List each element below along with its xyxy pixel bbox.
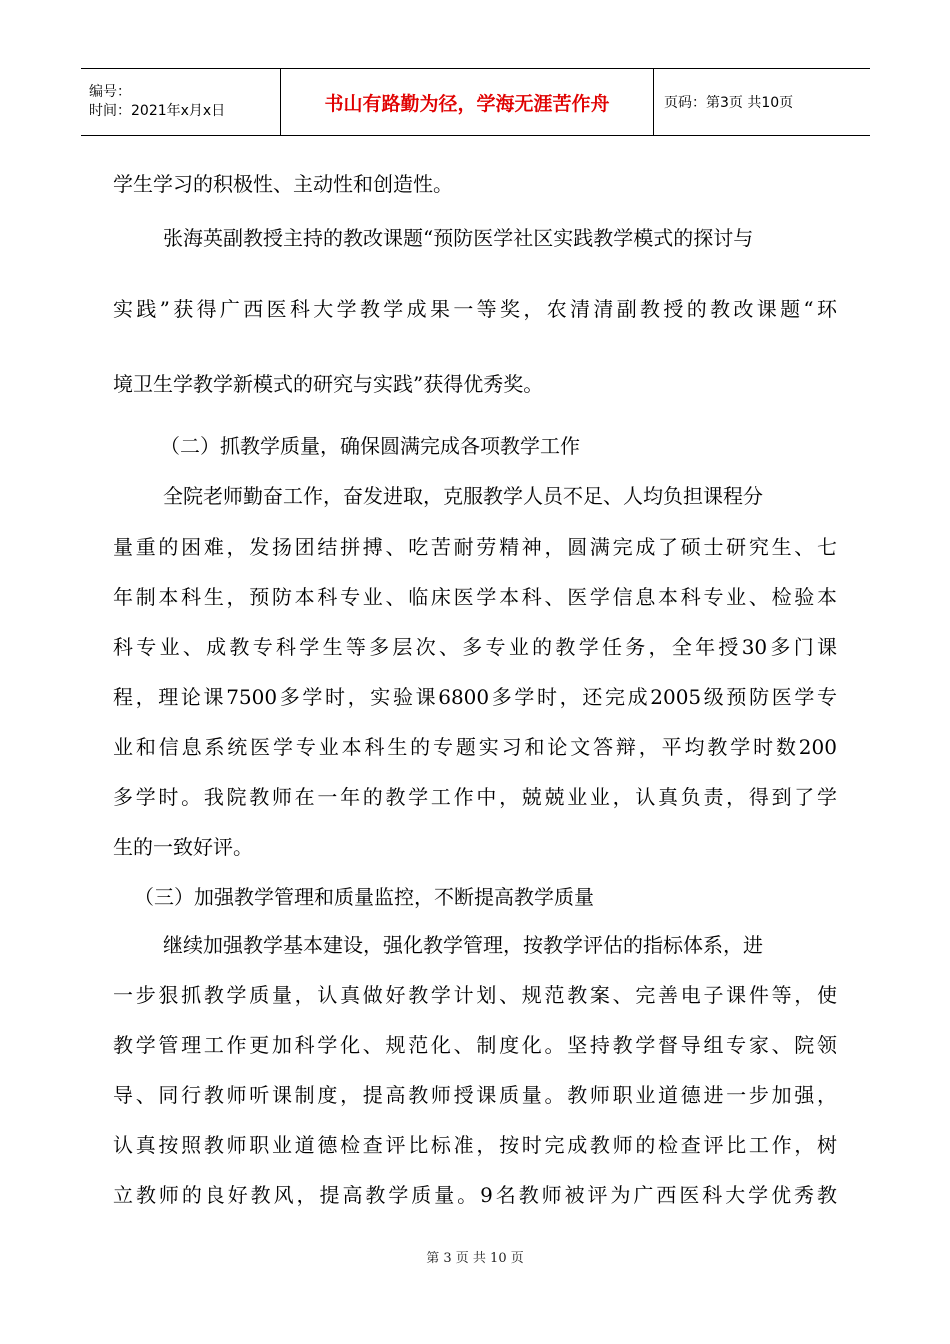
body-line: 程，理论课7500多学时，实验课6800多学时，还完成2005级预防医学专 (113, 685, 837, 709)
body-line: 立教师的良好教风，提高教学质量。9名教师被评为广西医科大学优秀教 (113, 1183, 837, 1207)
body-line: 继续加强教学基本建设，强化教学管理，按教学评估的指标体系，进 (163, 933, 763, 957)
body-line: 认真按照教师职业道德检查评比标准，按时完成教师的检查评比工作，树 (113, 1133, 837, 1157)
body-line: 生的一致好评。 (113, 835, 253, 859)
header-meta (81, 69, 281, 135)
body-line: 业和信息系统医学专业本科生的专题实习和论文答辩，平均教学时数200 (113, 735, 837, 759)
body-line: 一步狠抓教学质量，认真做好教学计划、规范教案、完善电子课件等，使 (113, 983, 837, 1007)
header-page-info: 页码：第3页 共10页 (664, 95, 794, 111)
body-line: 学生学习的积极性、主动性和创造性。 (113, 172, 453, 196)
doc-number-label: 编号： (89, 84, 131, 100)
body-line: 导、同行教师听课制度，提高教师授课质量。教师职业道德进一步加强， (113, 1083, 837, 1107)
body-line: 年制本科生，预防本科专业、临床医学本科、医学信息本科专业、检验本 (113, 585, 837, 609)
section-heading: （二）抓教学质量，确保圆满完成各项教学工作 (160, 434, 580, 458)
page-header (81, 68, 870, 136)
body-line: 多学时。我院教师在一年的教学工作中，兢兢业业，认真负责，得到了学 (113, 785, 837, 809)
body-line: 量重的困难，发扬团结拼搏、吃苦耐劳精神，圆满完成了硕士研究生、七 (113, 535, 837, 559)
body-line: 实践”获得广西医科大学教学成果一等奖，农清清副教授的教改课题“环 (113, 297, 837, 321)
header-motto: 书山有路勤为径，学海无涯苦作舟 (281, 69, 654, 135)
body-line: 教学管理工作更加科学化、规范化、制度化。坚持教学督导组专家、院领 (113, 1033, 837, 1057)
body-line: 科专业、成教专科学生等多层次、多专业的教学任务，全年授30多门课 (113, 635, 837, 659)
body-line: 全院老师勤奋工作，奋发进取，克服教学人员不足、人均负担课程分 (163, 484, 763, 508)
doc-date-label: 时间：2021年x月x日 (89, 103, 226, 119)
body-line: 张海英副教授主持的教改课题“预防医学社区实践教学模式的探讨与 (163, 226, 754, 250)
section-heading: （三）加强教学管理和质量监控，不断提高教学质量 (134, 885, 594, 909)
body-line: 境卫生学教学新模式的研究与实践”获得优秀奖。 (113, 372, 544, 396)
page-footer: 第 3 页 共 10 页 (426, 1251, 524, 1266)
